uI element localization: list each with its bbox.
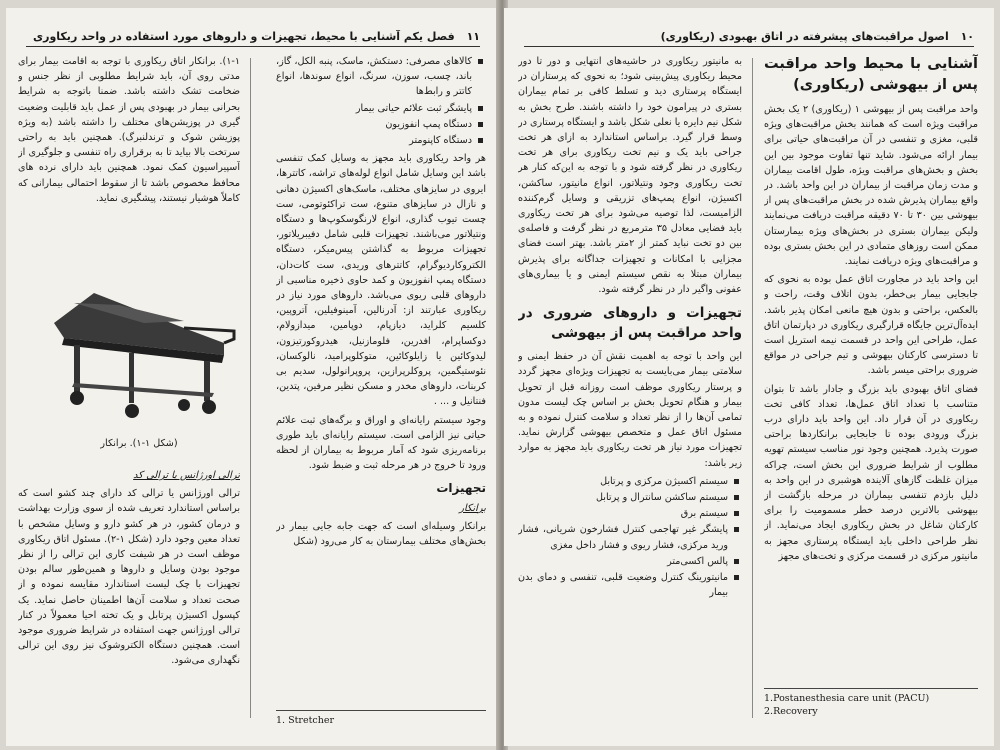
footnote bbox=[276, 710, 486, 727]
subheading-stretcher: برانکار bbox=[459, 502, 486, 514]
page-number: ۱۱ bbox=[466, 30, 480, 43]
list-item: سیستم ساکشن سانترال و پرتابل bbox=[518, 490, 728, 505]
right-page bbox=[504, 8, 994, 746]
list-item: دستگاه کاپنومتر bbox=[276, 133, 472, 148]
figure-caption: (شکل ۱-۱). برانکار bbox=[100, 438, 178, 449]
footnote-text: 2.Recovery bbox=[764, 706, 818, 717]
list-item: پالس اکسی‌متر bbox=[518, 554, 728, 569]
list-item: سیستم اکسیژن مرکزی و پرتابل bbox=[518, 474, 728, 489]
footnote-text: 1.Postanesthesia care unit (PACU) bbox=[764, 693, 930, 704]
paragraph: فضای اتاق بهبودی باید بزرگ و جادار باشد تا بتوان متناسب با تعداد اتاق عمل‌ها، تعداد کافی تخت ریکاوری در آن قرار داد. این واحد باید دارای درب بزرگ ورودی بوده تا جابجایی برانکاردها براحتی صورت پذیرد. همچنین وجود نور مناسب سیستم تهویه مطلوب از شرایط ضروری این بخش است، چراکه میزان غلظت گازهای آلاینده هوشبری در این واحد به دلیل بازدم تنفسی بیماران در مرحله بازگشت از بیهوشی بالاترین درصد خطر مسمومیت را برای کارکنان شاغل در بخش ریکاوری ایجاد می‌نماید. از نظر طراحی داخلی باید ایستگاه پرستاری مجهز به مانیتور مرکزی در قسمت مرکزی و تخت‌های مجهز bbox=[764, 383, 978, 562]
list-item: پایشگر غیر تهاجمی کنترل فشارخون شریانی، فشار ورید مرکزی، فشار ریوی و فشار داخل مغزی bbox=[518, 522, 728, 552]
column-divider bbox=[250, 58, 251, 718]
paragraph: این واحد با توجه به اهمیت نقش آن در حفظ ایمنی و سلامتی بیمار می‌بایست به تجهیزات ویژه‌ای مجهز گردد و پرستار ریکاوری موظف است روزانه قبل از تحویل بیمار و هنگام تحویل بخش بر اساس چک لیست مدون تمامی آن‌ها را از نظر تعداد و سلامت کنترل نموده و به مسئول اتاق عمل و متخصص بیهوشی گزارش نماید. تجهیزات مورد نیاز هر تخت ریکاوری باید مجهز به موارد زیر باشد: bbox=[518, 351, 742, 469]
footnotes bbox=[764, 688, 978, 718]
paragraph: ترالی اورژانس یا ترالی کد دارای چند کشو است که براساس استاندارد تعریف شده از سوی وزارت بهداشت و درمان کشور، در هر کشو دارو و وسایل مشخص با تعداد معین وجود دارد (شکل ۱-۲). مسئول اتاق ریکاوری موظف است در هر شیفت کاری این ترالی را از نظر موجود بودن وسایل و داروها و همین‌طور سالم بودن تجهیزات با چک لیست استاندارد مقایسه نموده و از صحت تعداد و سلامت آن‌ها اطمینان حاصل نماید. یک کپسول اکسیژن پرتابل و یک تخته احیا معمولاً در کنار ترالی اورژانس جهت استفاده در شرایط ضروری موجود است. همچنین دستگاه الکتروشوک نیز روی این ترالی نگهداری می‌شود. bbox=[18, 488, 240, 667]
footnote-text: 1. Stretcher bbox=[276, 715, 334, 726]
text-column-right bbox=[764, 54, 978, 686]
paragraph: ۱-۱). برانکار اتاق ریکاوری با توجه به اقامت بیمار برای مدتی روی آن، باید شرایط مطلوبی از نظر جنس و ضخامت تشک داشته باشد. ضمنا باتوجه به شرایط بحرانی بیمار در بهبودی پس از عمل باید قابلیت وضعیت گیری در پوزیشن‌های مختلف را داشته باشد (به ویژه پوزیشن شوک و ترندلنبرگ). همچنین باید به راحتی سرتخت بالا بیاید تا به برقراری راه تنفسی و جلوگیری از آسپیراسیون کمک نمود. همچنین باید دارای نرده های محافظ مخصوص باشد تا از سقوط احتمالی بیمارانی که کاملاً هوشیار نیستند، پیشگیری نماید. bbox=[18, 56, 240, 204]
stretcher-figure bbox=[34, 283, 244, 433]
running-head bbox=[26, 30, 480, 47]
paragraph: برانکار وسیله‌ای است که جهت جابه جایی بیمار در بخش‌های مختلف بیمارستان به کار می‌رود (شکل bbox=[276, 520, 486, 548]
paragraph: این واحد باید در مجاورت اتاق عمل بوده به نحوی که جابجایی بیمار بی‌خطر، بدون اتلاف وقت، راحت و بالعکس، براحتی و بدون هیچ مانعی امکان پذیر باشد. ایده‌آل‌ترین جایگاه قرارگیری ریکاوری در دپارتمان اتاق عمل، طراحی این واحد در قسمت نیمه استریل است تا دسترسی کارکنان بیهوشی و تیم جراحی در مواقع ضروری براحتی میسر باشد. bbox=[764, 274, 978, 377]
page-number: ۱۰ bbox=[960, 30, 974, 43]
section-heading: آشنایی با محیط واحد مراقبت پس از بیهوشی (ریکاوری) bbox=[764, 56, 978, 93]
equipment-list bbox=[518, 474, 742, 601]
list-item: سیستم برق bbox=[518, 506, 728, 521]
section-heading-equipment: تجهیزات bbox=[436, 481, 486, 496]
paragraph: وجود سیستم رایانه‌ای و اوراق و برگه‌های ثبت علائم حیاتی نیز الزامی است. سیستم رایانه‌ای باید طوری برنامه‌ریزی شود که آمار مربوط به بیماران از لحظه ورود تا خروج در هر مرحله ثبت و ضبط شود. bbox=[276, 414, 486, 472]
subheading-trolley: ترالی اورژانس یا ترالی کد bbox=[133, 470, 240, 481]
text-column-right bbox=[276, 54, 486, 734]
text-column-left-bottom bbox=[18, 464, 240, 724]
paragraph: واحد مراقبت پس از بیهوشی ۱ (ریکاوری) ۲ یک بخش مراقبت ویژه است که همانند بخش مراقبت‌های ویژه قلبی، مغزی و تنفسی در آن مراقبت‌های حیاتی برای بیمار ارائه می‌شود. شاید تنها تفاوت موجود بین این بخش و بخش‌های مراقبت ویژه، طول اقامت بیماران و مدت زمان مراقبت از بیماران در این واحد باشد. در واقع بیماران پذیرش شده در بخش مراقبت‌های پس از بیهوشی بین ۳۰ تا ۷۰ دقیقه مراقبت دریافت می‌نمایند ولیکن بیماران بستری در بخش‌های ویژه بیمارستان ممکن است روزهای متمادی در این بخش بستری بوده و مراقبت‌های ویژه دریافت نمایند. bbox=[764, 104, 978, 268]
stretcher-icon bbox=[34, 283, 244, 433]
running-head-text: فصل یکم آشنایی با محیط، تجهیزات و داروهای مورد استفاده در واحد ریکاوری bbox=[33, 30, 455, 43]
list-item: مانیتورینگ کنترل وضعیت قلبی، تنفسی و دمای بدن بیمار bbox=[518, 570, 728, 600]
paragraph: به مانیتور ریکاوری در حاشیه‌های انتهایی و دور تا دور محیط ریکاوری پیش‌بینی شود؛ به نحوی که پرستاران در ایستگاه پرستاری دید و تسلط کافی بر تمام بیماران بستری در پیرامون خود را داشته باشند. طرح بخش به شکل نیم دایره یا نعلی شکل باشد و ایستگاه پرستاری در وسط قرار گیرد. براساس استاندارد به ازای هر تخت جراحی باید یک و نیم تخت ریکاوری برای هر تخت ریکاوری در نظر گرفته شود و با توجه به این‌که کنار هر تخت ریکاوری وجود ونتیلاتور، انواع مانیتور، ساکشن، اکسیژن، انواع پمپ‌های تزریقی و وسایل گرم‌کننده الزامیست، لذا توصیه می‌شود برای هر تخت ریکاوری باید فضایی معادل ۳۵ مترمربع در نظر گرفت و فاصله‌ی بین دو تخت نباید کمتر از ۲متر باشد. بهتر است فضای مجزایی با امکانات و تجهیزات جداگانه برای پذیرش بیماران مبتلا به نقص سیستم ایمنی و یا بیماری‌های عفونی واگیر دار در نظر گرفته شود. bbox=[518, 56, 742, 296]
section-heading: تجهیزات و داروهای ضروری در واحد مراقبت پس از بیهوشی bbox=[518, 305, 742, 342]
list-item: پایشگر ثبت علائم حیاتی بیمار bbox=[276, 101, 472, 116]
text-column-left bbox=[518, 54, 742, 738]
list-item: کالاهای مصرفی: دستکش، ماسک، پنبه الکل، گاز، باند، چسب، سوزن، سرنگ، انواع سوندها، انواع کاتتر و رابط‌ها bbox=[276, 54, 472, 100]
consumables-list bbox=[276, 54, 486, 148]
column-divider bbox=[752, 58, 753, 718]
text-column-left-top bbox=[18, 54, 240, 278]
running-head bbox=[524, 30, 974, 47]
left-page bbox=[6, 8, 500, 746]
list-item: دستگاه پمپ انفوزیون bbox=[276, 117, 472, 132]
paragraph: هر واحد ریکاوری باید مجهز به وسایل کمک تنفسی باشد این وسایل شامل انواع لوله‌های تراشه، کاتترها، ایروی در سایزهای مختلف، ماسک‌های اکسیژن دهانی و نازال در سایزهای متنوع، ست تراکئوتومی، ست چست تیوب گذاری، انواع لارنگوسکوپ‌ها و دستگاه ونتیلاتور می‌باشند. تجهیزات قلبی شامل دفیبریلاتور، تجهیزات مربوط به گذاشتن پیس‌میکر، دستگاه الکتروکاردیوگرام، کاتترهای وریدی، ست کات‌دان، دستگاه پمپ انفوزیون و کمد حاوی ذخیره مناسبی از داروهای قلبی ریوی می‌باشد. داروهای مورد نیاز در ریکاوری عبارتند از: آدرنالین، آمینوفیلین، آتروپین، کلسیم کلراید، دیازپام، دوپامین، میدازولام، دوکساپرام، افدرین، فلومازنیل، هیدروکورتیزون، لیدوکائین یا زایلوکائین، متوکلوپرامید، نالوکسان، نئوستیگمین، پروکلرپرازین، پروپرانولول، سدیم بی کربنات، داروهای مخدر و مسکن نظیر مرفین، پتدین، فنتانیل و ... . bbox=[276, 153, 486, 408]
running-head-text: اصول مراقبت‌های پیشرفته در اتاق بهبودی (ریکاوری) bbox=[660, 30, 949, 43]
